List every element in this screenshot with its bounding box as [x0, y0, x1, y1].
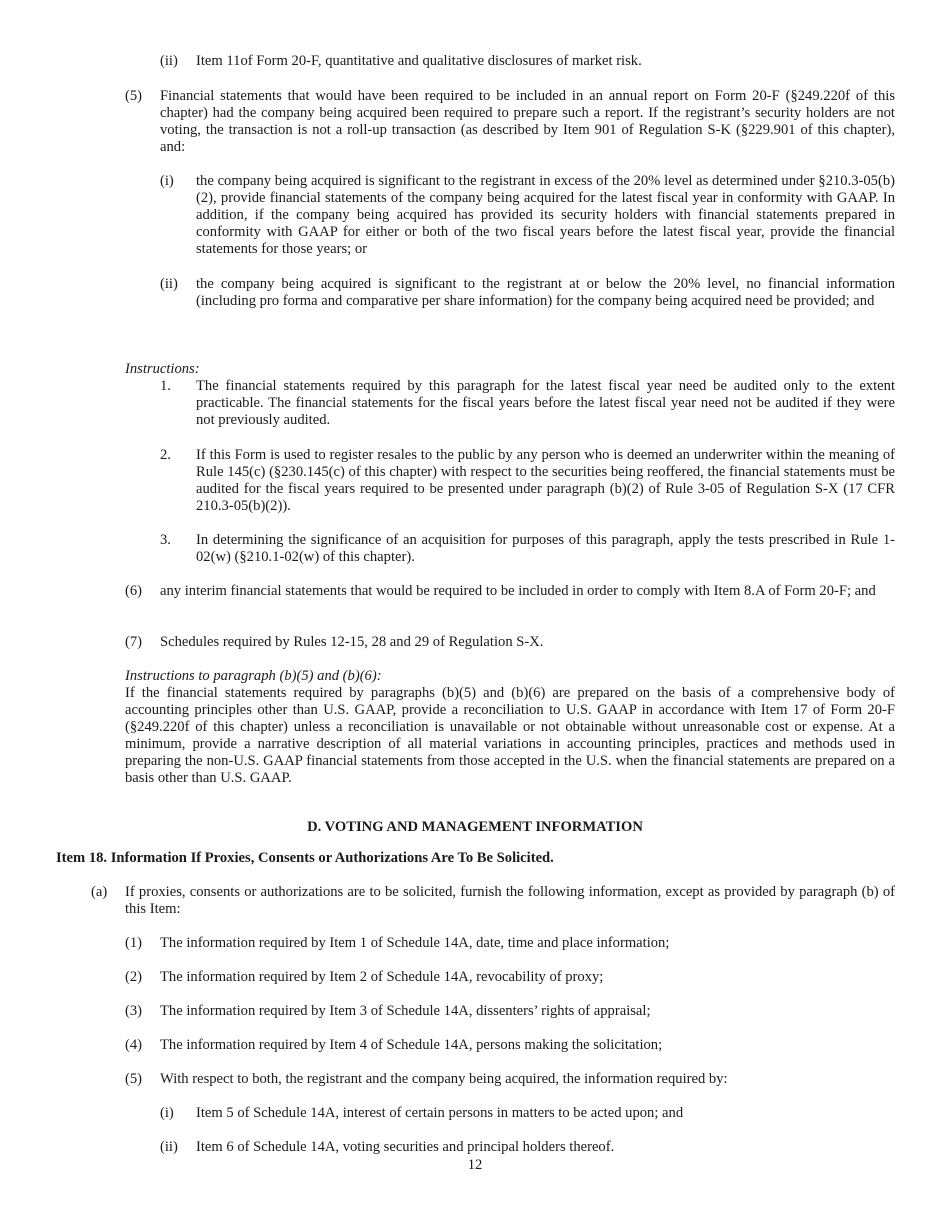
- item-text: any interim financial statements that would be required to be included in order to comply with Item 8.A of Form 20-F; and: [160, 583, 876, 599]
- item-text: If this Form is used to register resales to the public by any person who is deemed an underwriter within the meaning of Rule 145(c) (§230.145(c) of this chapter) with respect to the securities being reoffered, the financial statements must be audited for the fiscal years required to be presented under paragraph (b)(2) of Rule 3-05 of Regulation S-X (17 CFR 210.3-05(b)(2)).: [196, 447, 895, 514]
- list-item: [160, 1139, 895, 1156]
- item-text: the company being acquired is significant to the registrant at or below the 20% level, no financial information (including pro forma and comparative per share information) for the company being acquired need be provided; and: [196, 276, 895, 309]
- item-number: (i): [160, 1105, 174, 1121]
- item-number: (7): [125, 634, 143, 650]
- item-text: In determining the significance of an acquisition for purposes of this paragraph, apply the tests prescribed in Rule 1-02(w) (§210.1-02(w) of this chapter).: [196, 532, 895, 565]
- list-item: [125, 1003, 895, 1020]
- item-heading: Item 18. Information If Proxies, Consents or Authorizations Are To Be Solicited.: [56, 850, 554, 866]
- item-text: Schedules required by Rules 12-15, 28 and 29 of Regulation S-X.: [160, 634, 544, 650]
- list-item: [125, 1071, 895, 1088]
- list-item: [125, 634, 895, 651]
- list-item: [125, 88, 895, 156]
- item-text: Item 5 of Schedule 14A, interest of certain persons in matters to be acted upon; and: [196, 1105, 684, 1121]
- item-number: (ii): [160, 53, 178, 69]
- instructions-paragraph: If the financial statements required by paragraphs (b)(5) and (b)(6) are prepared on the basis of a comprehensive body of accounting principles other than U.S. GAAP, provide a reconciliation to U.S. GAAP in accordance with Item 17 of Form 20-F (§249.220f of this chapter) unless a reconciliation is unavailable or not obtainable without unreasonable cost or expense. At a minimum, provide a narrative description of all material variations in accounting principles, practices and methods used in preparing the non-U.S. GAAP financial statements from those accepted in the U.S. when the financial statements are prepared on a basis other than U.S. GAAP.: [125, 685, 895, 786]
- item-number: (ii): [160, 1139, 178, 1155]
- list-item: [125, 583, 895, 600]
- instructions-label: Instructions:: [125, 361, 200, 377]
- list-item: [160, 447, 895, 515]
- item-text: The information required by Item 2 of Schedule 14A, revocability of proxy;: [160, 969, 604, 985]
- item-text: The financial statements required by this paragraph for the latest fiscal year need be audited only to the extent practicable. The financial statements for the fiscal years before the latest fiscal year need not be audited if they were not previously audited.: [196, 378, 895, 428]
- list-item: [160, 532, 895, 566]
- item-text: If proxies, consents or authorizations are to be solicited, furnish the following information, except as provided by paragraph (b) of this Item:: [125, 884, 895, 917]
- list-item: [160, 378, 895, 429]
- page-number: 12: [467, 1157, 483, 1173]
- item-text: Item 11of Form 20-F, quantitative and qualitative disclosures of market risk.: [196, 53, 642, 69]
- item-text: The information required by Item 3 of Schedule 14A, dissenters’ rights of appraisal;: [160, 1003, 651, 1019]
- item-number: (6): [125, 583, 143, 599]
- item-text: With respect to both, the registrant and the company being acquired, the information required by:: [160, 1071, 728, 1087]
- item-number: (5): [125, 88, 143, 104]
- section-heading: D. VOTING AND MANAGEMENT INFORMATION: [307, 819, 643, 835]
- item-number: 1.: [160, 378, 171, 394]
- item-text: Financial statements that would have been required to be included in an annual report on Form 20-F (§249.220f of this chapter) had the company being acquired been required to prepare such a report. If the registrant’s security holders are not voting, the transaction is not a roll-up transaction (as described by Item 901 of Regulation S-K (§229.901 of this chapter), and:: [160, 88, 895, 155]
- item-number: (4): [125, 1037, 143, 1053]
- list-item: [125, 935, 895, 952]
- list-item: [160, 276, 895, 310]
- item-text: the company being acquired is significant to the registrant in excess of the 20% level as determined under §210.3-05(b)(2), provide financial statements of the company being acquired for the latest fiscal year in conformity with GAAP. In addition, if the company being acquired has provided its security holders with financial statements prepared in conformity with GAAP for either or both of the two fiscal years before the latest fiscal year, provide the financial statements for those years; or: [196, 173, 895, 257]
- item-number: (5): [125, 1071, 143, 1087]
- item-number: (3): [125, 1003, 143, 1019]
- item-text: Item 6 of Schedule 14A, voting securities and principal holders thereof.: [196, 1139, 615, 1155]
- list-item: [160, 1105, 895, 1122]
- list-item: [125, 969, 895, 986]
- item-number: 3.: [160, 532, 171, 548]
- item-text: The information required by Item 1 of Schedule 14A, date, time and place information;: [160, 935, 670, 951]
- item-number: (2): [125, 969, 143, 985]
- list-item: [160, 53, 895, 70]
- item-number: (i): [160, 173, 174, 189]
- list-item: [160, 173, 895, 258]
- item-number: (ii): [160, 276, 178, 292]
- item-number: 2.: [160, 447, 171, 463]
- item-number: (a): [91, 884, 108, 900]
- instructions-label: Instructions to paragraph (b)(5) and (b)(6):: [125, 668, 382, 684]
- item-number: (1): [125, 935, 143, 951]
- list-item: [91, 884, 895, 918]
- list-item: [125, 1037, 895, 1054]
- item-text: The information required by Item 4 of Schedule 14A, persons making the solicitation;: [160, 1037, 663, 1053]
